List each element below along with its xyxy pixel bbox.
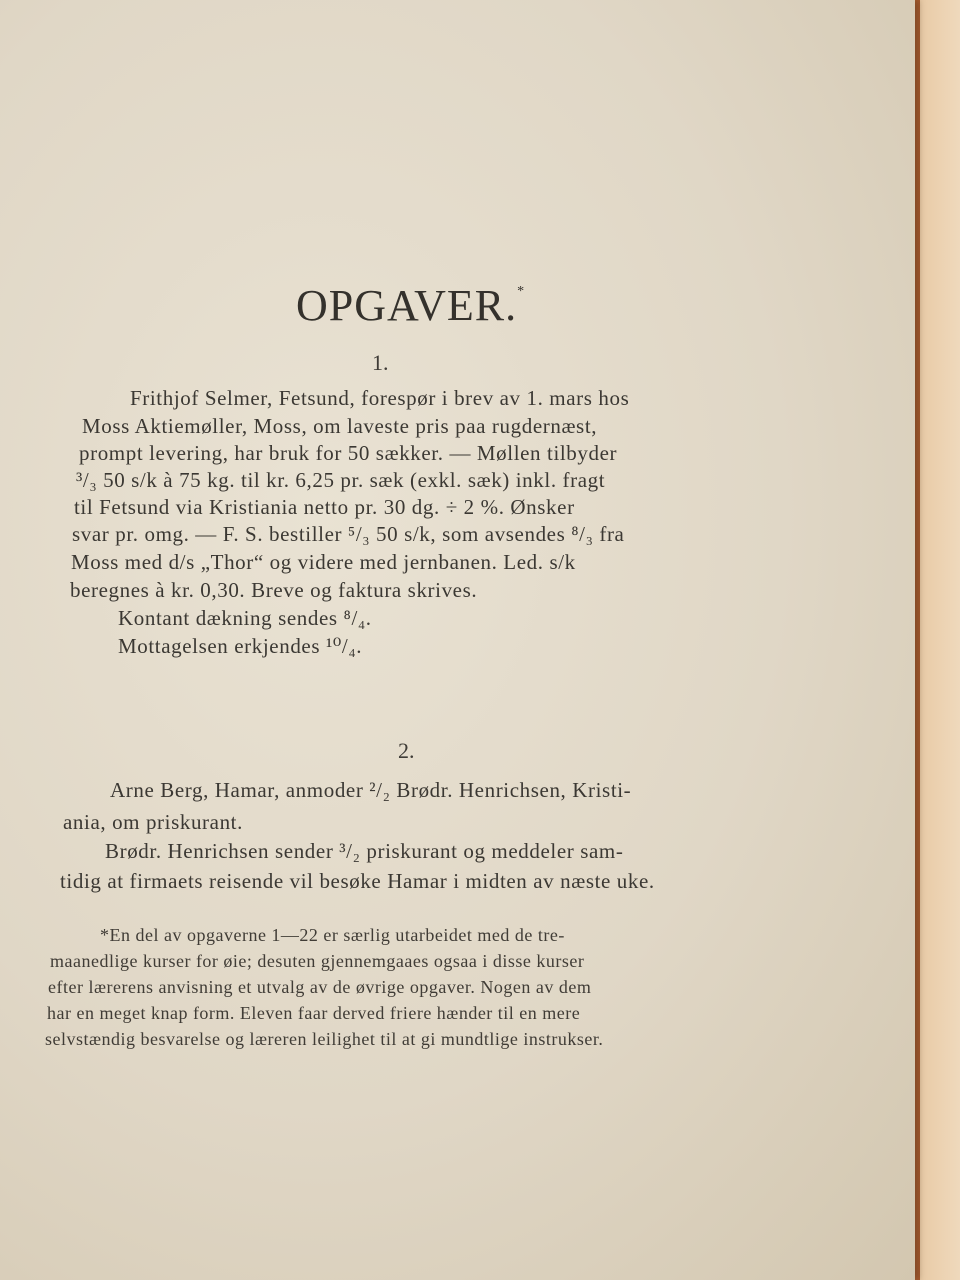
task-1-line: prompt levering, har bruk for 50 sækker. — Møllen tilbyder [79,441,618,465]
page-title: OPGAVER.* [296,281,526,330]
task-1-line: Frithjof Selmer, Fetsund, forespør i brev av 1. mars hos [130,386,630,410]
task-1-line: Kontant dækning sendes ⁸/₄. [118,606,372,630]
task-1-line: til Fetsund via Kristiania netto pr. 30 dg. ÷ 2 %. Ønsker [74,495,575,519]
task-1-line: svar pr. omg. — F. S. bestiller ⁵/₃ 50 s/k, som avsendes ⁸/₃ fra [72,522,625,546]
task-1-line: Moss med d/s „Thor“ og videre med jernbanen. Led. s/k [71,550,576,574]
task-2-line: tidig at firmaets reisende vil besøke Hamar i midten av næste uke. [60,869,655,893]
footnote-line: selvstændig besvarelse og læreren leilighet til at gi mundtlige instrukser. [45,1029,604,1049]
footnote-line: efter lærerens anvisning et utvalg av de øvrige opgaver. Nogen av dem [48,977,592,997]
task-2-line: Arne Berg, Hamar, anmoder ²/₂ Brødr. Henrichsen, Kristi- [110,778,632,802]
task-1-line: beregnes à kr. 0,30. Breve og faktura skrives. [70,578,478,602]
task-1-line: Mottagelsen erkjendes ¹⁰/₄. [118,634,363,658]
footnote-line: *En del av opgaverne 1—22 er særlig utarbeidet med de tre- [100,925,565,945]
title-footnote-mark: * [517,284,526,299]
task-2-line: Brødr. Henrichsen sender ³/₂ priskurant og meddeler sam- [105,839,624,863]
task-1-line: ³/₃ 50 s/k à 75 kg. til kr. 6,25 pr. sæk (exkl. sæk) inkl. fragt [76,468,606,492]
task-2-number: 2. [398,738,415,763]
footnote-line: maanedlige kurser for øie; desuten gjennemgaaes ogsaa i disse kurser [50,951,585,971]
footnote-line: har en meget knap form. Eleven faar derved friere hænder til en mere [47,1003,581,1023]
task-1-number: 1. [372,350,389,375]
task-1-line: Moss Aktiemøller, Moss, om laveste pris paa rugdernæst, [82,414,598,438]
task-2-line: ania, om priskurant. [63,810,243,834]
